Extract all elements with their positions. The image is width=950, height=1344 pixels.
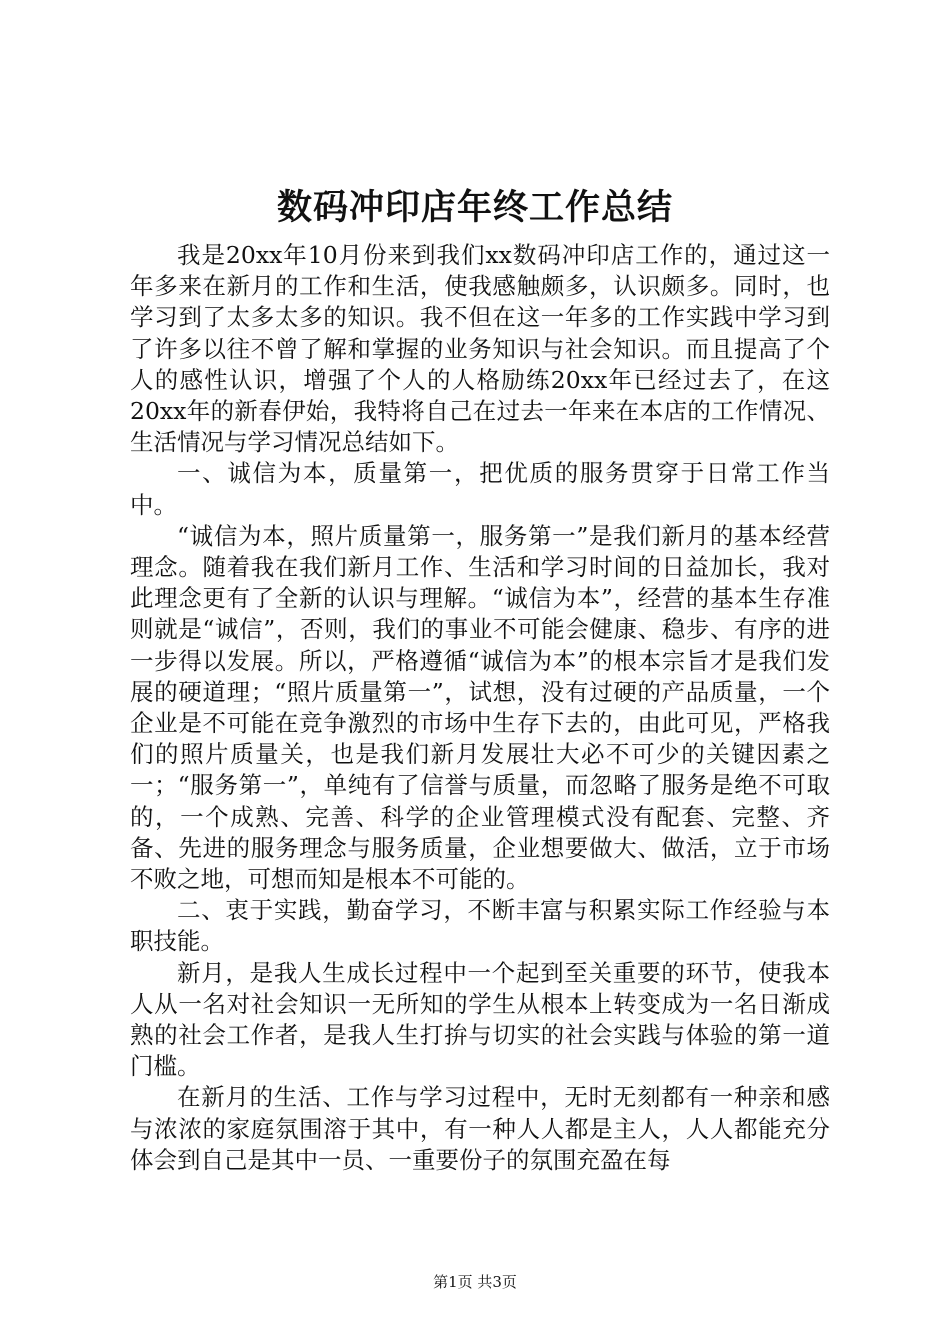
- paragraph-atmosphere: 在新月的生活、工作与学习过程中，无时无刻都有一种亲和感与浓浓的家庭氛围溶于其中，有一种人人都是主人，人人都能充分体会到自己是其中一员、一重要份子的氛围充盈在每: [130, 1083, 830, 1174]
- section-heading-2: 二、衷于实践，勤奋学习，不断丰富与积累实际工作经验与本职技能。: [130, 896, 830, 956]
- document-title: 数码冲印店年终工作总结: [276, 187, 673, 228]
- section-heading-1: 一、诚信为本，质量第一，把优质的服务贯穿于日常工作当中。: [130, 459, 830, 519]
- paragraph-intro: 我是20xx年10月份来到我们xx数码冲印店工作的，通过这一年多来在新月的工作和生活，使我感触颇多，认识颇多。同时，也学习到了太多太多的知识。我不但在这一年多的工作实践中学习到了许多以往不曾了解和掌握的业务知识与社会知识。而且提高了个人的感性认识，增强了个人的人格励练20xx年已经过去了，在这20xx年的新春伊始，我特将自己在过去一年来在本店的工作情况、生活情况与学习情况总结如下。: [130, 241, 830, 457]
- document-body: [130, 240, 830, 1176]
- page-footer: 第1页 共3页: [433, 1273, 517, 1291]
- paragraph-growth: 新月，是我人生成长过程中一个起到至关重要的环节，使我本人从一名对社会知识一无所知的学生从根本上转变成为一名日渐成熟的社会工作者，是我人生打拚与切实的社会实践与体验的第一道门槛。: [130, 958, 830, 1081]
- paragraph-integrity: “诚信为本，照片质量第一，服务第一”是我们新月的基本经营理念。随着我在我们新月工作、生活和学习时间的日益加长，我对此理念更有了全新的认识与理解。“诚信为本”，经营的基本生存准则就是“诚信”，否则，我们的事业不可能会健康、稳步、有序的进一步得以发展。所以，严格遵循“诚信为本”的根本宗旨才是我们发展的硬道理；“照片质量第一”，试想，没有过硬的产品质量，一个企业是不可能在竞争激烈的市场中生存下去的，由此可见，严格我们的照片质量关，也是我们新月发展壮大必不可少的关键因素之一；“服务第一”，单纯有了信誉与质量，而忽略了服务是绝不可取的，一个成熟、完善、科学的企业管理模式没有配套、完整、齐备、先进的服务理念与服务质量，企业想要做大、做活，立于市场不败之地，可想而知是根本不可能的。: [130, 521, 830, 894]
